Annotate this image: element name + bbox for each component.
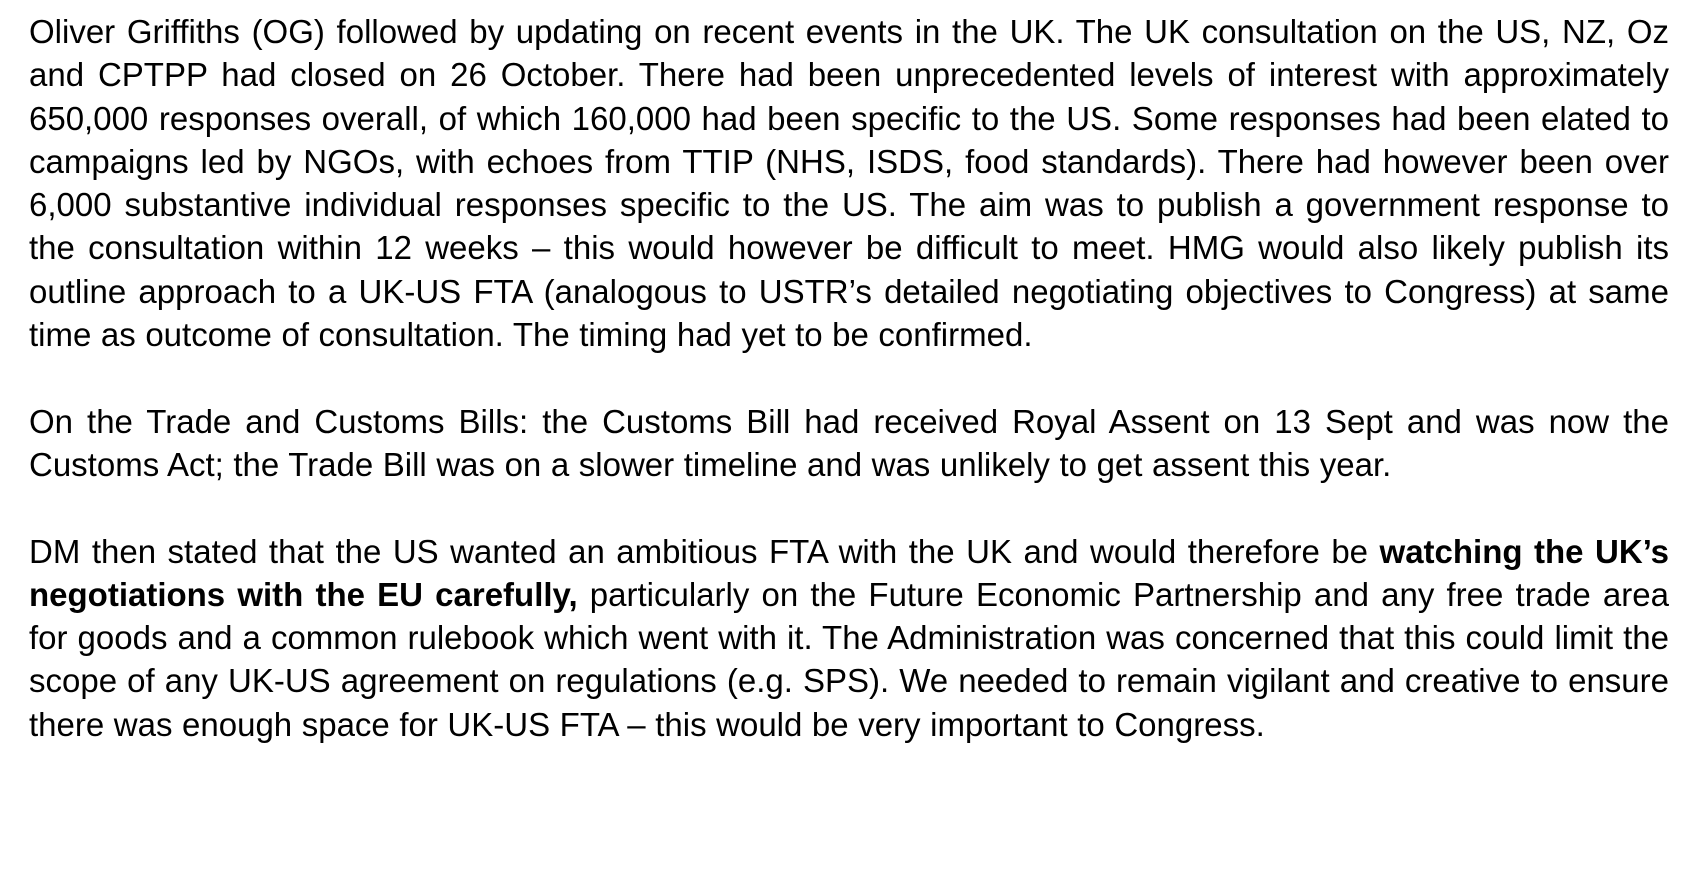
paragraph-uk-consultation-update: Oliver Griffiths (OG) followed by updating on recent events in the UK. The UK consultation on the US, NZ, Oz and CPTPP had closed on 26 October. There had been unprecedented levels of interest with approximately 650,000 responses overall, of which 160,000 had been specific to the US. Some responses had been elated to campaigns led by NGOs, with echoes from TTIP (NHS, ISDS, food standards). There had however been over 6,000 substantive individual responses specific to the US. The aim was to publish a government response to the consultation within 12 weeks – this would however be difficult to meet. HMG would also likely publish its outline approach to a UK-US FTA (analogous to USTR’s detailed negotiating objectives to Congress) at same time as outcome of consultation. The timing had yet to be confirmed. (29, 13, 1669, 354)
dm-statement-emphasis: watching the UK’s negotiations with the EU carefully, (29, 532, 1669, 613)
paragraph-trade-customs-bills: On the Trade and Customs Bills: the Customs Bill had received Royal Assent on 13 Sept and was now the Customs Act; the Trade Bill was on a slower timeline and was unlikely to get assent this year. (29, 402, 1669, 483)
dm-statement-continuation: particularly on the Future Economic Partnership and any free trade area for goods and a common rulebook which went with it. The Administration was concerned that this could limit the scope of any UK-US agreement on regulations (e.g. SPS). We needed to remain vigilant and creative to ensure there was enough space for UK-US FTA – this would be very important to Congress. (29, 575, 1669, 743)
paragraph-dm-statement (29, 530, 1669, 746)
document-body (29, 10, 1669, 746)
dm-statement-intro: DM then stated that the US wanted an ambitious FTA with the UK and would therefore be (29, 532, 1380, 570)
